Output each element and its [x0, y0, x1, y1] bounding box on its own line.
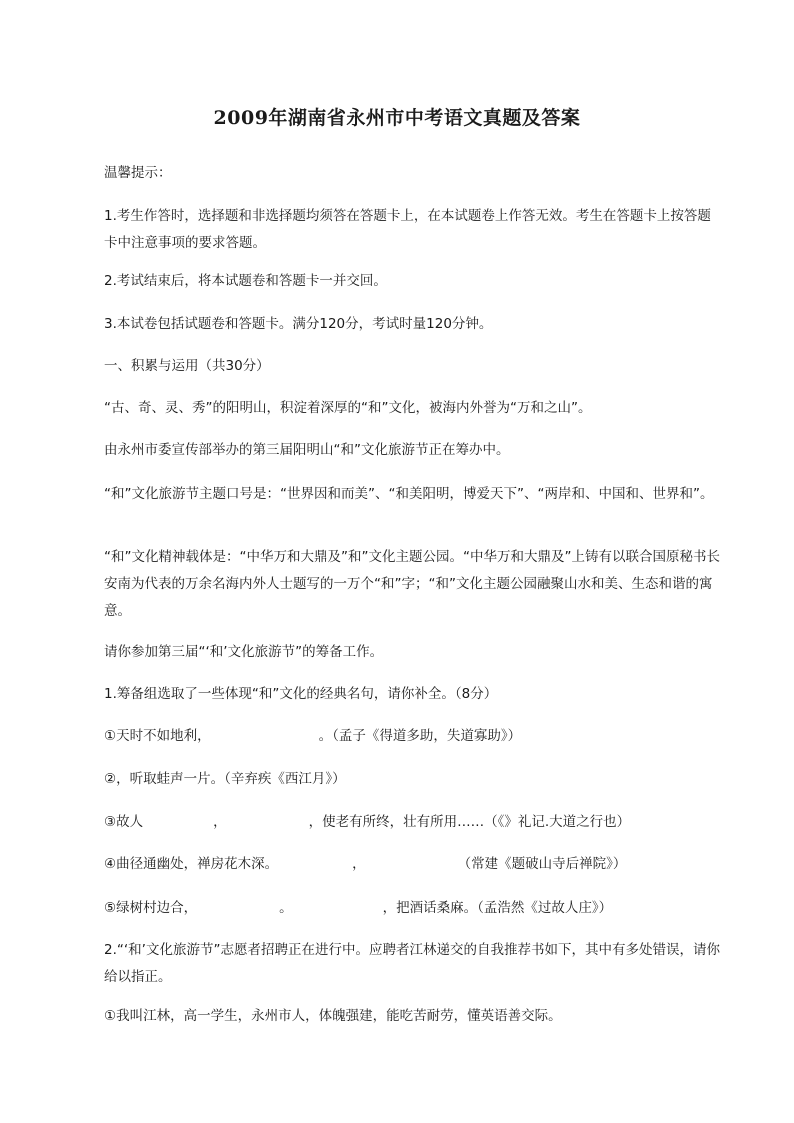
tip-2: 2.考试结束后，将本试题卷和答题卡一并交回。 [104, 273, 387, 289]
intro-3: “和”文化旅游节主题口号是：“世界因和而美”、“和美阳明，博爱天下”、“两岸和、中国和、世界和”。 [104, 486, 714, 502]
q1-item-e-pre: ⑤绿树村边合， [104, 900, 198, 916]
q1-item-b [104, 766, 346, 793]
q1-item-a-pre: ①天时不如地利， [104, 728, 211, 744]
intro-2: 由永州市委宣传部举办的第三届阳明山“和”文化旅游节正在筹办中。 [104, 442, 510, 458]
q1-item-d-post: （常建《题破山寺后禅院》） [457, 856, 627, 872]
intro-4: “和”文化精神载体是：“中华万和大鼎及”和”文化主题公园。“中华万和大鼎及”上铸有以联合国原秘书长安南为代表的万余名海内外人士题写的一万个“和”字；“和”文化主题公园融聚山水和美、生态和谐的寓意。 [104, 549, 720, 619]
page-title: 2009年湖南省永州市中考语文真题及答案 [213, 107, 581, 129]
intro-1: “古、奇、灵、秀”的阳明山，积淀着深厚的“和”文化，被海内外誉为“万和之山”。 [104, 400, 592, 416]
q1-item-d-mid: ， [352, 856, 366, 872]
q1-item-b-text: ②，听取蛙声一片。（辛弃疾《西江月》） [104, 771, 346, 787]
tip-1 [104, 203, 724, 257]
section-1-heading: 一、积累与运用（共30分） [104, 358, 270, 374]
question-1: 1.筹备组选取了一些体现“和”文化的经典名句，请你补全。（8分） [104, 686, 498, 702]
q1-item-a-post: 。（孟子《得道多助，失道寡助》） [318, 728, 522, 744]
tips-heading: 温馨提示： [104, 165, 172, 181]
tip-3: 3.本试卷包括试题卷和答题卡。满分120分，考试时量120分钟。 [104, 316, 493, 332]
q2-item-1: ①我叫江林，高一学生，永州市人，体魄强建，能吃苦耐劳，懂英语善交际。 [104, 1008, 562, 1024]
q1-item-c-pre: ③故人 [104, 814, 144, 830]
q1-item-a [104, 723, 521, 750]
q1-item-d [104, 851, 626, 878]
q1-item-e-mid: 。 [279, 900, 293, 916]
tip-1-text: 1.考生作答时，选择题和非选择题均须答在答题卡上，在本试题卷上作答无效。考生在答题卡上按答题卡中注意事项的要求答题。 [104, 208, 711, 251]
q1-item-e-post: ，把酒话桑麻。（孟浩然《过故人庄》） [382, 900, 613, 916]
intro-5: 请你参加第三届“‘和’文化旅游节”的筹备工作。 [104, 644, 384, 660]
q1-item-d-pre: ④曲径通幽处，禅房花木深。 [104, 856, 279, 872]
q1-item-c-mid: ， [213, 814, 227, 830]
q1-item-c-post: ，使老有所终，壮有所用……（《》礼记.大道之行也） [308, 814, 631, 830]
question-2: 2.“‘和’文化旅游节”志愿者招聘正在进行中。应聘者江林递交的自我推荐书如下，其中有多处错误，请你给以指正。 [104, 942, 720, 985]
q1-item-c [104, 809, 630, 836]
q1-item-e [104, 895, 612, 922]
